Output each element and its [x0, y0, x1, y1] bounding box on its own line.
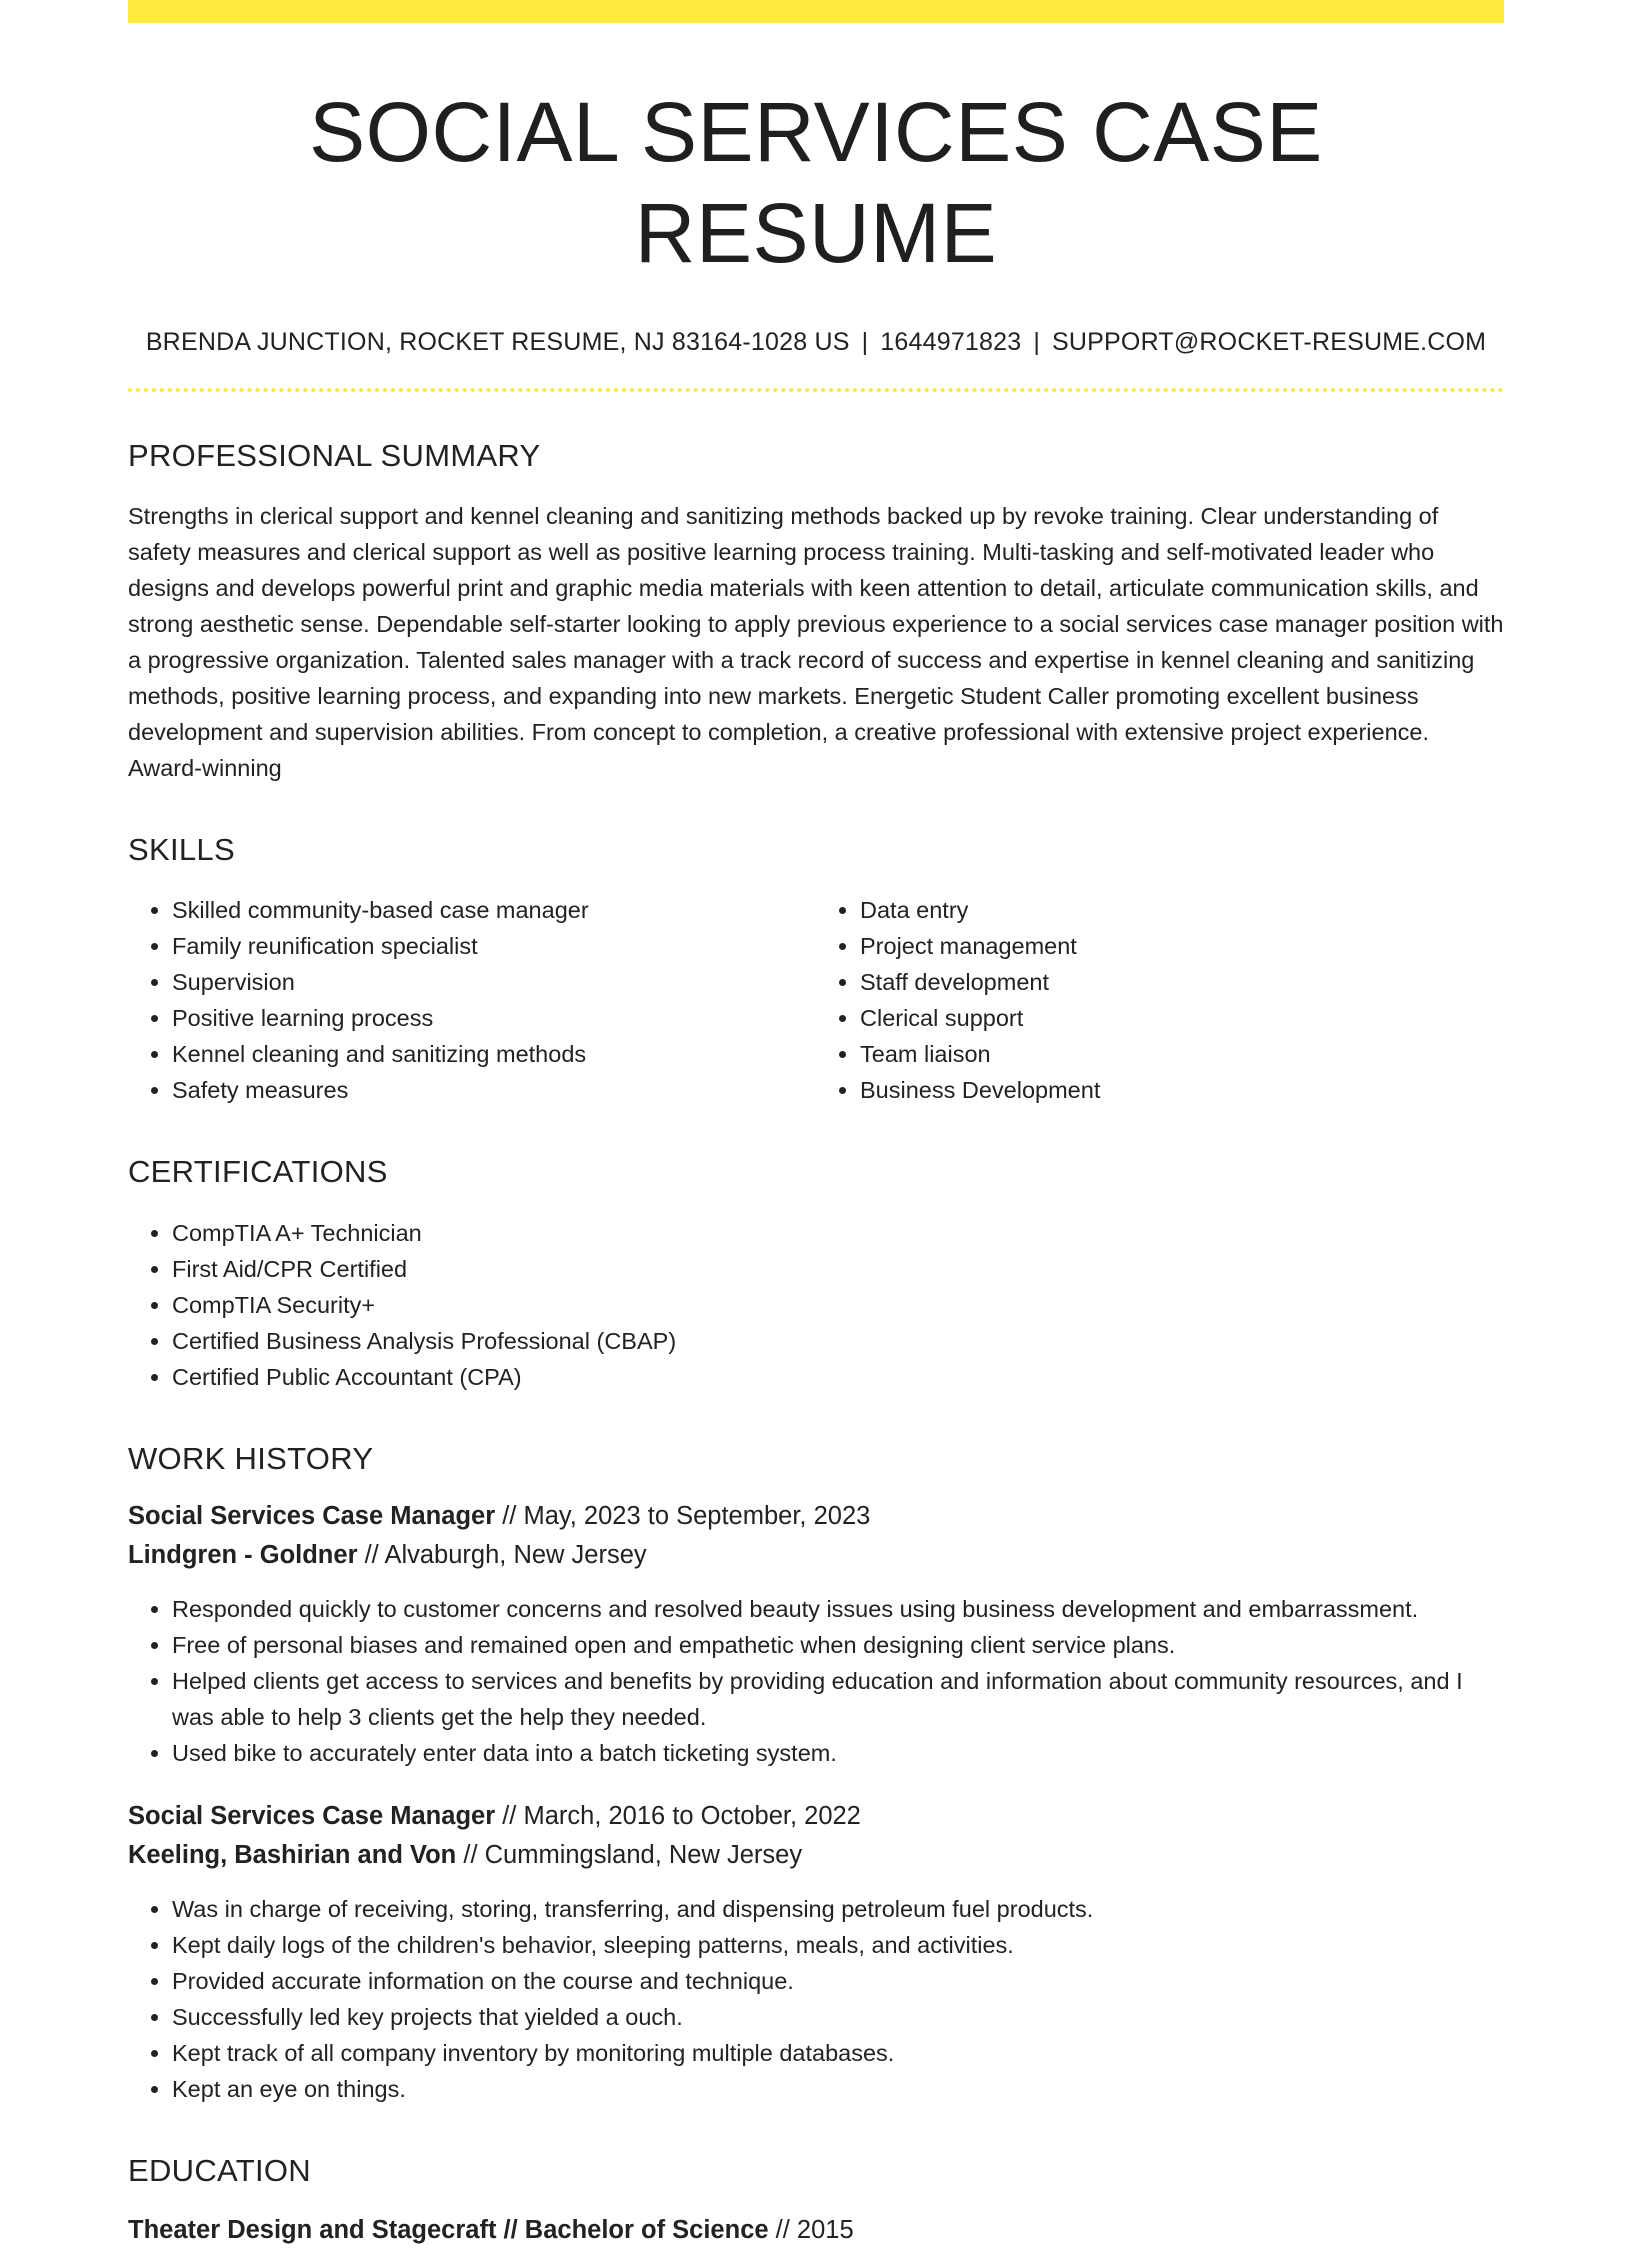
- education-degree: Bachelor of Science: [524, 2216, 769, 2245]
- job-location: Alvaburgh, New Jersey: [384, 1540, 647, 1569]
- skill-item: • Safety measures: [172, 1072, 816, 1108]
- certifications-list: [128, 1215, 1504, 1395]
- summary-heading: PROFESSIONAL SUMMARY: [128, 438, 541, 474]
- contact-phone: 1644971823: [880, 327, 1022, 356]
- contact-address: BRENDA JUNCTION, ROCKET RESUME, NJ 83164-1028 US: [145, 327, 850, 356]
- job-bullet: • Successfully led key projects that yielded a ouch.: [172, 1999, 1504, 2035]
- job-divider: //: [502, 1801, 517, 1830]
- job-dates: March, 2016 to October, 2022: [523, 1801, 861, 1830]
- job-company: Keeling, Bashirian and Von: [128, 1840, 457, 1869]
- skill-item: • Business Development: [860, 1072, 1504, 1108]
- certification-item: • First Aid/CPR Certified: [172, 1251, 1504, 1287]
- skill-item: • Family reunification specialist: [172, 928, 816, 964]
- summary-text: Strengths in clerical support and kennel cleaning and sanitizing methods backed up by revoke training. Clear understanding of safety measures and clerical support as well as positive learning process training. Multi-tasking and self-motivated leader who designs and develops powerful print and graphic media materials with keen attention to detail, articulate communication skills, and strong aesthetic sense. Dependable self-starter looking to apply previous experience to a social services case manager position with a progressive organization. Talented sales manager with a track record of success and expertise in kennel cleaning and sanitizing methods, positive learning process, and expanding into new markets. Energetic Student Caller promoting excellent business development and supervision abilities. From concept to completion, a creative professional with extensive project experience. Award-winning: [128, 503, 1504, 782]
- contact-separator: |: [1033, 327, 1041, 356]
- education-heading: EDUCATION: [128, 2152, 311, 2188]
- job-bullet: • Responded quickly to customer concerns and resolved beauty issues using business development and embarrassment.: [172, 1591, 1504, 1627]
- skill-item: • Kennel cleaning and sanitizing methods: [172, 1036, 816, 1072]
- skill-item: • Project management: [860, 928, 1504, 964]
- job-title-line: [128, 1497, 1504, 1536]
- certification-item: • Certified Public Accountant (CPA): [172, 1359, 1504, 1395]
- certifications-section: [128, 1153, 1504, 1394]
- education-field: Theater Design and Stagecraft: [128, 2216, 497, 2245]
- certification-item: • CompTIA A+ Technician: [172, 1215, 1504, 1251]
- job-bullet: • Kept daily logs of the children's behavior, sleeping patterns, meals, and activities.: [172, 1927, 1504, 1963]
- skills-section: [128, 831, 1504, 1108]
- skill-item: • Staff development: [860, 964, 1504, 1000]
- resume-page: [128, 0, 1504, 2250]
- job-company: Lindgren - Goldner: [128, 1540, 358, 1569]
- job-title-line: [128, 1797, 1504, 1836]
- education-year: 2015: [796, 2216, 854, 2245]
- work-history-heading: WORK HISTORY: [128, 1440, 374, 1476]
- dotted-divider: [128, 388, 1504, 392]
- skills-columns: [128, 892, 1504, 1108]
- skill-item: • Data entry: [860, 892, 1504, 928]
- job-entry: [128, 1497, 1504, 1771]
- education-divider: //: [503, 2216, 518, 2245]
- job-entry: [128, 1797, 1504, 2107]
- certification-item: • Certified Business Analysis Professional (CBAP): [172, 1323, 1504, 1359]
- certification-item: • CompTIA Security+: [172, 1287, 1504, 1323]
- skill-item: • Skilled community-based case manager: [172, 892, 816, 928]
- job-divider: //: [364, 1540, 379, 1569]
- job-location: Cummingsland, New Jersey: [484, 1840, 803, 1869]
- skill-item: • Team liaison: [860, 1036, 1504, 1072]
- job-divider: //: [463, 1840, 478, 1869]
- job-company-line: [128, 1836, 1504, 1875]
- job-divider: //: [502, 1501, 517, 1530]
- job-bullet: • Helped clients get access to services and benefits by providing education and information about community resources, and I was able to help 3 clients get the help they needed.: [172, 1663, 1504, 1735]
- skills-list-left: [128, 892, 816, 1108]
- skill-item: • Clerical support: [860, 1000, 1504, 1036]
- education-section: [128, 2152, 1504, 2250]
- job-bullet: • Kept track of all company inventory by monitoring multiple databases.: [172, 2035, 1504, 2071]
- job-title: Social Services Case Manager: [128, 1501, 496, 1530]
- contact-line: [128, 326, 1504, 359]
- skill-item: • Positive learning process: [172, 1000, 816, 1036]
- resume-title: SOCIAL SERVICES CASE RESUME: [309, 85, 1323, 280]
- work-history-section: [128, 1440, 1504, 2107]
- job-bullet: • Was in charge of receiving, storing, transferring, and dispensing petroleum fuel products.: [172, 1891, 1504, 1927]
- skill-item: • Supervision: [172, 964, 816, 1000]
- contact-email: SUPPORT@ROCKET-RESUME.COM: [1052, 327, 1487, 356]
- contact-separator: |: [861, 327, 869, 356]
- education-entry: [128, 2211, 1504, 2250]
- skills-list-right: [816, 892, 1504, 1108]
- job-bullets: [128, 1591, 1504, 1771]
- job-bullets: [128, 1891, 1504, 2107]
- job-bullet: • Kept an eye on things.: [172, 2071, 1504, 2107]
- job-bullet: • Provided accurate information on the course and technique.: [172, 1963, 1504, 1999]
- skills-heading: SKILLS: [128, 832, 235, 868]
- certifications-heading: CERTIFICATIONS: [128, 1154, 388, 1190]
- summary-section: [128, 437, 1504, 786]
- accent-top-bar: [128, 0, 1504, 23]
- job-dates: May, 2023 to September, 2023: [523, 1501, 871, 1530]
- job-company-line: [128, 1536, 1504, 1575]
- education-divider: //: [775, 2216, 790, 2245]
- job-title: Social Services Case Manager: [128, 1801, 496, 1830]
- job-bullet: • Used bike to accurately enter data into a batch ticketing system.: [172, 1735, 1504, 1771]
- job-bullet: • Free of personal biases and remained open and empathetic when designing client service plans.: [172, 1627, 1504, 1663]
